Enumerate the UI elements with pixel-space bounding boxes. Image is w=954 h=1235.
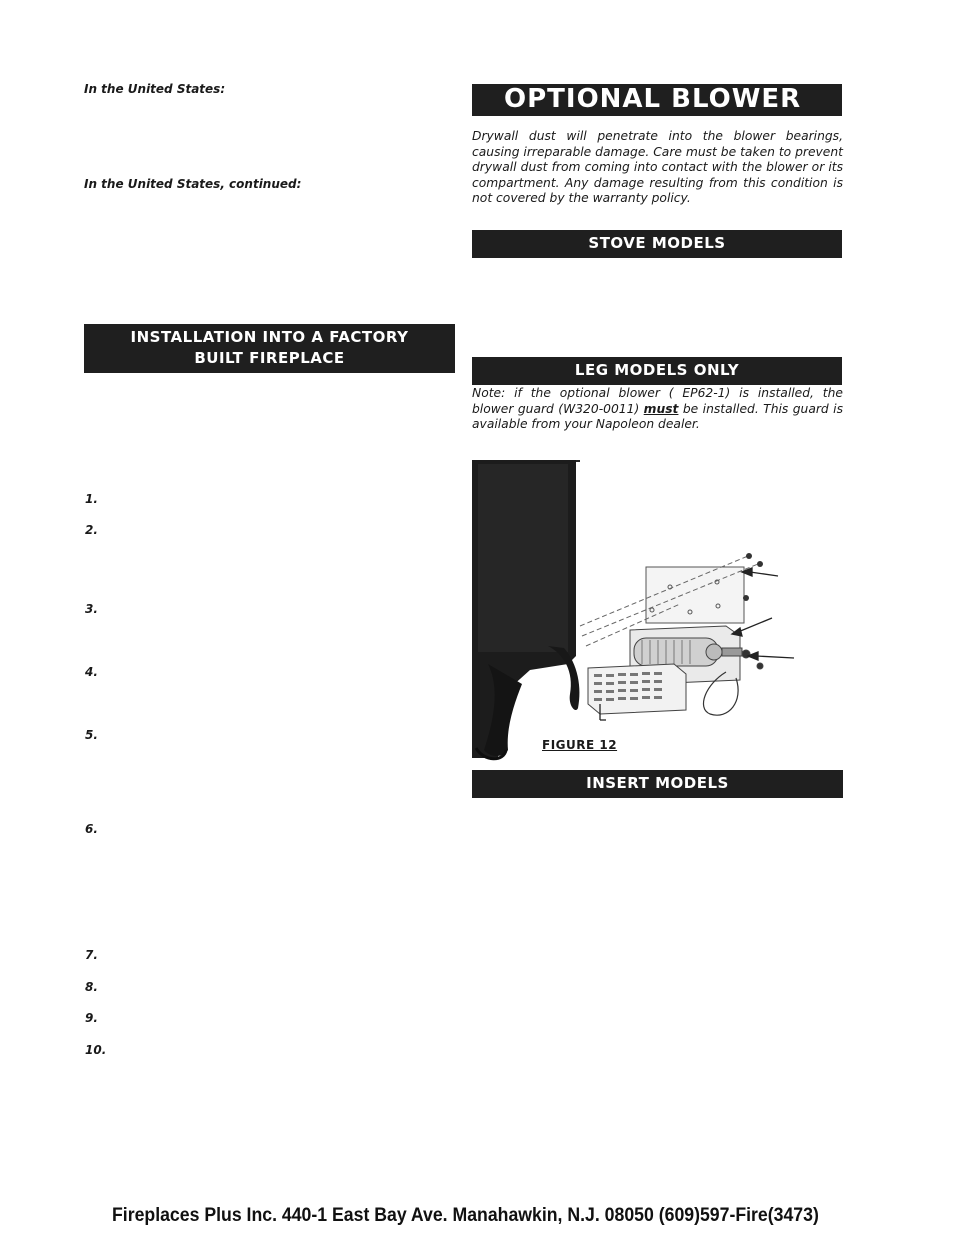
stove-side-illustration (472, 460, 580, 759)
step-number-1: 1. (85, 492, 98, 506)
step-number-7: 7. (85, 948, 98, 962)
installation-factory-fireplace-heading (84, 324, 455, 373)
blower-guard-note (472, 386, 843, 433)
note-text-end: be installed. This guard is available from your Napoleon dealer. (472, 401, 843, 431)
step-number-2: 2. (85, 523, 98, 537)
drywall-warning-paragraph: Drywall dust will penetrate into the blower bearings, causing irreparable damage. Care must be taken to prevent drywall dust from coming into contact with the blower or its compartment. Any damage resulting from this condition is not covered by the warranty policy. (472, 129, 843, 205)
blower-guard-plate (646, 567, 744, 623)
step-number-4: 4. (85, 665, 98, 679)
step-number-6: 6. (85, 822, 98, 836)
step-number-8: 8. (85, 980, 98, 994)
blower-installation-figure (470, 458, 800, 764)
step-number-10: 10. (85, 1043, 107, 1057)
optional-blower-title: OPTIONAL BLOWER (472, 84, 842, 116)
subhead-in-the-united-states-continued: In the United States, continued: (84, 177, 302, 191)
insert-models-heading: INSERT MODELS (472, 770, 843, 798)
leg-models-only-heading: LEG MODELS ONLY (472, 357, 842, 385)
installation-heading-line-1: INSTALLATION INTO A FACTORY (130, 328, 409, 346)
figure-12-caption: FIGURE 12 (542, 738, 618, 752)
installation-heading-line-2: BUILT FIREPLACE (194, 349, 345, 367)
note-text-start: Note: if the optional blower ( EP62-1) is installed, the blower guard (W320-0011) (472, 386, 843, 416)
vented-guard-illustration (588, 664, 686, 714)
footer-dealer-contact: Fireplaces Plus Inc. 440-1 East Bay Ave. Manahawkin, N.J. 08050 (609)597-Fire(3473) (112, 1205, 819, 1226)
step-number-3: 3. (85, 602, 98, 616)
step-number-5: 5. (85, 728, 98, 742)
subhead-in-the-united-states: In the United States: (84, 82, 226, 96)
screw-icons (743, 553, 763, 601)
stove-models-heading: STOVE MODELS (472, 230, 842, 258)
step-number-9: 9. (85, 1011, 98, 1025)
note-must-emphasis: must (643, 401, 679, 416)
